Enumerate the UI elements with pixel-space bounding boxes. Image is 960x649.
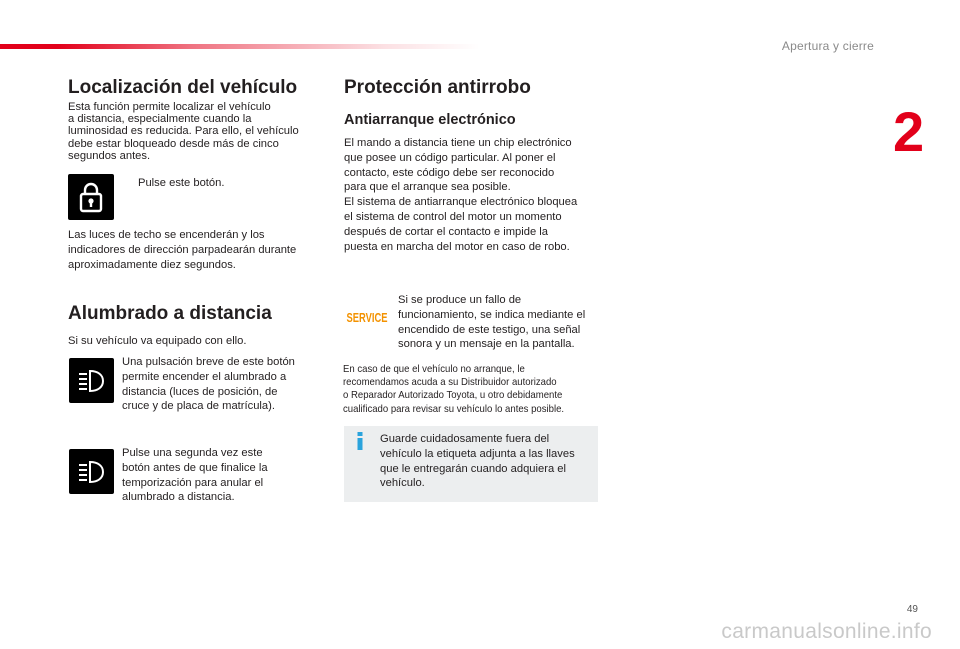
antiarranque-body: El mando a distancia tiene un chip electrónico que posee un código particular. Al poner el contacto, este código debe ser reconocido para que el arranque sea posible. El sistema de antiarranque electrónico bloquea el sistema de control del motor un momento después de cortar el contacto e impide la puesta en marcha del motor en caso de robo. xyxy=(344,137,578,253)
alumbrado-step2: Pulse una segunda vez este botón antes de que finalice la temporización para anular el alumbrado a distancia. xyxy=(122,447,268,504)
page-number: 49 xyxy=(906,604,918,615)
localizacion-result: Las luces de techo se encenderán y los indicadores de dirección parpadearán durante aproximadamente diez segundos. xyxy=(68,229,297,271)
chapter-number: 2 xyxy=(893,100,925,163)
headlight-icon xyxy=(76,459,108,485)
lock-bullet-step: Pulse este botón. xyxy=(138,177,225,189)
antiarranque-subtitle: Antiarranque electrónico xyxy=(344,112,516,128)
alumbrado-title: Alumbrado a distancia xyxy=(68,303,272,324)
localizacion-title: Localización del vehículo xyxy=(68,77,298,98)
no-start-note: En caso de que el vehículo no arranque, le recomendamos acuda a su Distribuidor autorizado o Reparador Autorizado Toyota, u otro debidamente cualificado para revisar su vehículo lo antes posible. xyxy=(343,364,565,415)
lock-icon xyxy=(78,181,104,213)
headlight-button-icon-box-1 xyxy=(69,358,114,403)
watermark: carmanualsonline.info xyxy=(721,620,932,643)
proteccion-title: Protección antirrobo xyxy=(344,77,531,98)
service-warning-icon xyxy=(346,310,388,324)
service-label: SERVICE xyxy=(346,311,388,325)
lock-button-icon-box xyxy=(68,174,114,220)
alumbrado-intro: Si su vehículo va equipado con ello. xyxy=(68,335,247,347)
info-text: Guarde cuidadosamente fuera del vehículo la etiqueta adjunta a las llaves que le entregarán cuando adquiera el vehículo. xyxy=(380,433,575,490)
info-icon xyxy=(352,432,368,450)
service-warning-text: Si se produce un fallo de funcionamiento, se indica mediante el encendido de este testigo, una señal sonora y un mensaje en la pantalla. xyxy=(398,294,586,351)
localizacion-intro: Esta función permite localizar el vehículo a distancia, especialmente cuando la luminosidad es reducida. Para ello, el vehículo debe estar bloqueado desde más de cinco segundos antes. xyxy=(68,101,299,162)
section-label: Apertura y cierre xyxy=(781,39,874,53)
alumbrado-step1: Una pulsación breve de este botón permite encender el alumbrado a distancia (luces de posición, de cruce y de placa de matrícula). xyxy=(122,356,295,413)
headlight-icon xyxy=(76,368,108,394)
header-accent-bar xyxy=(0,44,480,49)
headlight-button-icon-box-2 xyxy=(69,449,114,494)
